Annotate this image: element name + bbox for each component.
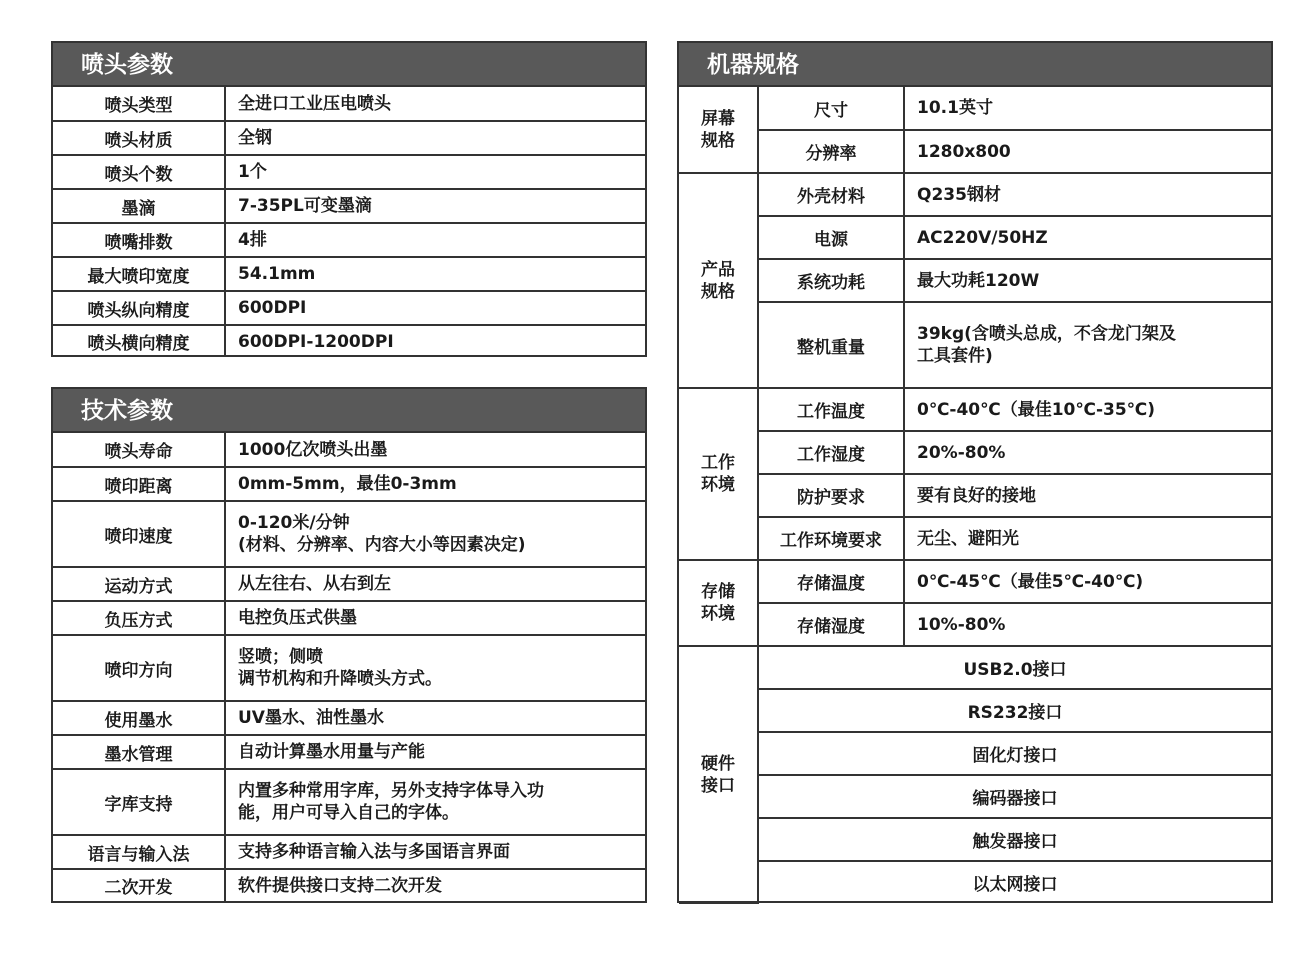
param-value: [225, 501, 645, 567]
param-value: [225, 635, 645, 701]
param-value: 1280x800: [904, 130, 1271, 173]
table-row: [53, 735, 645, 769]
table-row: [53, 635, 645, 701]
table-row: [53, 291, 645, 325]
table-row: [679, 603, 1271, 646]
param-label: 工作温度: [758, 388, 904, 431]
table-row: [679, 302, 1271, 388]
param-value: 600DPI: [225, 291, 645, 325]
table-row: [53, 467, 645, 501]
group-product: 产品 规格: [679, 173, 758, 388]
param-value: 0mm-5mm，最佳0-3mm: [225, 467, 645, 501]
table-row: [679, 517, 1271, 560]
port-item: 以太网接口: [758, 861, 1271, 903]
param-value: AC220V/50HZ: [904, 216, 1271, 259]
table-row: [679, 216, 1271, 259]
table-row: [53, 87, 645, 121]
param-value: 要有良好的接地: [904, 474, 1271, 517]
table-row: [53, 257, 645, 291]
param-label: 二次开发: [53, 869, 225, 901]
value-line-1: 0-120米/分钟: [238, 513, 350, 533]
table-row: [679, 560, 1271, 603]
tech-params-panel: [51, 387, 647, 903]
table-row: [53, 567, 645, 601]
table-row: [53, 501, 645, 567]
value-line-2: 能，用户可导入自己的字体。: [238, 803, 459, 823]
param-label: 喷印距离: [53, 467, 225, 501]
port-item: RS232接口: [758, 689, 1271, 732]
tech-params-table: [53, 433, 645, 901]
table-row: [53, 769, 645, 835]
group-storage-env: 存储 环境: [679, 560, 758, 646]
table-row: [53, 869, 645, 901]
param-label: 喷头横向精度: [53, 325, 225, 357]
param-label: 整机重量: [758, 302, 904, 388]
param-label: 喷头寿命: [53, 433, 225, 467]
group-work-env: 工作 环境: [679, 388, 758, 560]
table-row: [53, 155, 645, 189]
port-item: 固化灯接口: [758, 732, 1271, 775]
tech-params-title: 技术参数: [53, 389, 645, 433]
value-line-2: 工具套件): [917, 346, 993, 366]
group-screen: 屏幕 规格: [679, 87, 758, 173]
param-value: 支持多种语言输入法与多国语言界面: [225, 835, 645, 869]
port-item: 触发器接口: [758, 818, 1271, 861]
machine-specs-table: [679, 87, 1271, 904]
table-row: [679, 689, 1271, 732]
param-label: 喷印方向: [53, 635, 225, 701]
param-label: 喷头纵向精度: [53, 291, 225, 325]
param-value: 0℃-40℃（最佳10℃-35℃): [904, 388, 1271, 431]
table-row: [679, 646, 1271, 689]
group-hardware-ports: 硬件 接口: [679, 646, 758, 903]
param-value: 最大功耗120W: [904, 259, 1271, 302]
param-value: 54.1mm: [225, 257, 645, 291]
param-label: 喷嘴排数: [53, 223, 225, 257]
param-value: 从左往右、从右到左: [225, 567, 645, 601]
value-line-1: 竖喷；侧喷: [238, 647, 323, 667]
value-line-2: (材料、分辨率、内容大小等因素决定): [238, 535, 526, 555]
nozzle-params-panel: [51, 41, 647, 357]
table-row: [53, 601, 645, 635]
param-label: 喷头类型: [53, 87, 225, 121]
param-label: 工作湿度: [758, 431, 904, 474]
param-label: 存储湿度: [758, 603, 904, 646]
param-label: 系统功耗: [758, 259, 904, 302]
param-value: [225, 769, 645, 835]
param-value: 20%-80%: [904, 431, 1271, 474]
param-label: 喷印速度: [53, 501, 225, 567]
table-row: [679, 431, 1271, 474]
table-row: [679, 775, 1271, 818]
value-line-2: 调节机构和升降喷头方式。: [238, 669, 442, 689]
param-label: 字库支持: [53, 769, 225, 835]
port-item: 编码器接口: [758, 775, 1271, 818]
param-value: 软件提供接口支持二次开发: [225, 869, 645, 901]
param-label: 工作环境要求: [758, 517, 904, 560]
param-label: 最大喷印宽度: [53, 257, 225, 291]
param-value: 自动计算墨水用量与产能: [225, 735, 645, 769]
table-row: [679, 818, 1271, 861]
param-label: 使用墨水: [53, 701, 225, 735]
param-value: 无尘、避阳光: [904, 517, 1271, 560]
table-row: [53, 701, 645, 735]
param-value: [904, 302, 1271, 388]
port-item: USB2.0接口: [758, 646, 1271, 689]
param-value: Q235钢材: [904, 173, 1271, 216]
param-value: 0℃-45℃（最佳5℃-40℃): [904, 560, 1271, 603]
table-row: [53, 325, 645, 357]
param-value: 10.1英寸: [904, 87, 1271, 130]
table-row: [679, 732, 1271, 775]
param-label: 外壳材料: [758, 173, 904, 216]
param-label: 运动方式: [53, 567, 225, 601]
param-value: 10%-80%: [904, 603, 1271, 646]
param-value: 4排: [225, 223, 645, 257]
param-label: 电源: [758, 216, 904, 259]
param-label: 墨水管理: [53, 735, 225, 769]
param-label: 防护要求: [758, 474, 904, 517]
param-value: 1个: [225, 155, 645, 189]
param-label: 分辨率: [758, 130, 904, 173]
machine-specs-panel: [677, 41, 1273, 903]
table-row: [53, 223, 645, 257]
param-label: 负压方式: [53, 601, 225, 635]
table-row: [679, 173, 1271, 216]
machine-specs-title: 机器规格: [679, 43, 1271, 87]
param-label: 喷头个数: [53, 155, 225, 189]
param-value: UV墨水、油性墨水: [225, 701, 645, 735]
param-value: 电控负压式供墨: [225, 601, 645, 635]
table-row: [679, 130, 1271, 173]
value-line-1: 内置多种常用字库，另外支持字体导入功: [238, 781, 544, 801]
table-row: [679, 388, 1271, 431]
param-label: 喷头材质: [53, 121, 225, 155]
param-label: 墨滴: [53, 189, 225, 223]
param-value: 全钢: [225, 121, 645, 155]
param-label: 语言与输入法: [53, 835, 225, 869]
value-line-1: 39kg(含喷头总成，不含龙门架及: [917, 324, 1176, 344]
param-label: 尺寸: [758, 87, 904, 130]
table-row: [679, 259, 1271, 302]
nozzle-params-table: [53, 87, 645, 357]
table-row: [53, 433, 645, 467]
param-value: 600DPI-1200DPI: [225, 325, 645, 357]
table-row: [53, 189, 645, 223]
param-value: 1000亿次喷头出墨: [225, 433, 645, 467]
param-value: 全进口工业压电喷头: [225, 87, 645, 121]
table-row: [53, 835, 645, 869]
table-row: [679, 861, 1271, 903]
param-label: 存储温度: [758, 560, 904, 603]
param-value: 7-35PL可变墨滴: [225, 189, 645, 223]
nozzle-params-title: 喷头参数: [53, 43, 645, 87]
table-row: [679, 87, 1271, 130]
table-row: [53, 121, 645, 155]
table-row: [679, 474, 1271, 517]
